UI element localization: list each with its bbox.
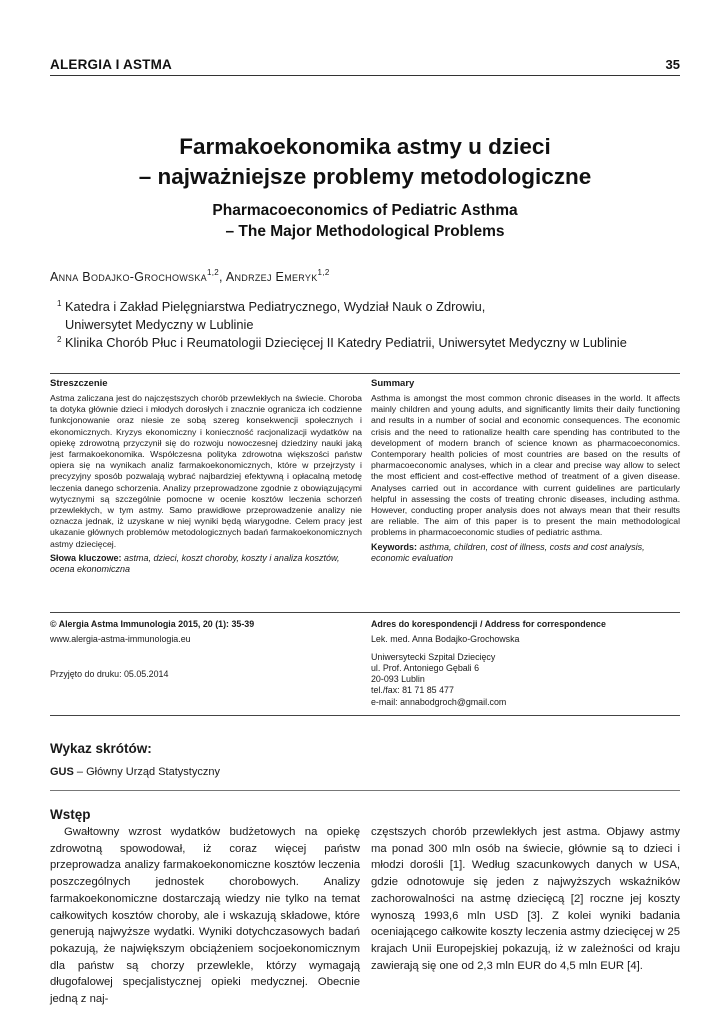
abstract-polish xyxy=(50,378,362,576)
affiliation-item xyxy=(57,298,687,334)
title-polish-line2: – najważniejsze problemy metodologiczne xyxy=(138,164,592,189)
citation-block xyxy=(50,619,362,680)
title-english-line1: Pharmacoeconomics of Pediatric Asthma xyxy=(212,202,518,219)
correspondence-phone: tel./fax: 81 71 85 477 xyxy=(371,685,454,696)
keywords-english-label: Keywords: xyxy=(371,541,418,552)
correspondence-institution: Uniwersytecki Szpital Dziecięcy xyxy=(371,651,496,662)
abbreviations-divider xyxy=(50,715,680,716)
keywords-polish xyxy=(50,553,362,576)
affiliation-text: Uniwersytet Medyczny w Lublinie xyxy=(65,317,254,332)
abstract-top-divider xyxy=(50,373,680,374)
affiliation-number: 1 xyxy=(57,299,62,308)
accepted-date: Przyjęto do druku: 05.05.2014 xyxy=(50,668,169,679)
abstract-english-heading: Summary xyxy=(371,378,415,389)
intro-divider xyxy=(50,790,680,791)
affiliation-number: 2 xyxy=(57,335,62,344)
affiliation-item xyxy=(57,334,687,352)
author-list xyxy=(50,268,330,284)
title-english xyxy=(50,200,680,242)
abstract-english xyxy=(371,378,680,565)
intro-text-left: Gwałtowny wzrost wydatków budżetowych na opiekę zdrowotną spowodował, iż coraz więcej państw przeprowadza analizy farmakoekonomiczne kosztów leczenia poszczególnych jednostek chorobowych. Analizy farmakoekonomiczne dostarczają wiedzy nie tylko na temat całkowitych kosztów choroby, ale i wskazują składowe, które generują najwyższe wydatki. Wyniki dotychczasowych badań pokazują, że największym obciążeniem socjoekonomicznym dla państw są chorzy przewlekle, którzy wymagają długofalowej specjalistycznej opieki medycznej. Obecnie jedną z naj- xyxy=(50,826,360,1006)
abbreviations-heading: Wykaz skrótów: xyxy=(50,741,152,756)
running-header xyxy=(50,57,680,75)
title-polish xyxy=(50,132,680,192)
author-separator: , xyxy=(218,270,226,284)
abbreviation-item xyxy=(50,766,220,778)
citation-divider xyxy=(50,612,680,613)
correspondence-block xyxy=(371,619,680,708)
intro-text-right: częstszych chorób przewlekłych jest astma. Objawy astmy ma ponad 300 mln osób na świecie, głównie są to dzieci i młodzi dorośli [1]. Według szacunkowych danych w USA, gdzie odnotowuje się jeden z najwyższych wskaźników zachorowalności na astmę dziecięcą [2] roczne jej koszty wynoszą 1993,6 mln USD [3]. Z kolei wyniki badania oceniającego całkowite koszty leczenia astmy dziecięcej w 25 krajach Unii Europejskiej pokazują, iż w zależności od kraju zawierają się one od 2,3 mln EUR do 4,5 mln EUR [4]. xyxy=(371,826,680,972)
abstract-english-text: Asthma is amongst the most common chronic diseases in the world. It affects mainly children and young adults, and significantly limits their daily functioning and results in a number of social and economic consequences. The economic crisis and the need to rationalize health care spending has contributed to the development of modern branch of science known as pharmacoeconomics. Contemporary health policies of most countries are based on the results of pharmacoeconomic analyses, which in a clear and precise way allow to select the most efficient and cost-effective method of treatment of a given disease. Analyses carried out in accordance with current guidelines are particularly helpful in assessing the costs of treating chronic diseases, including asthma. However, conducting proper analysis does not always mean that their results are reliable. The aim of this paper is to present the main methodological problems in pharmacoeconomic studies of pediatric asthma. xyxy=(371,393,680,538)
author-name: Andrzej Emeryk xyxy=(225,270,318,284)
keywords-english xyxy=(371,542,680,565)
keywords-polish-label: Słowa kluczowe: xyxy=(50,552,122,563)
keywords-english-list: asthma, children, cost of illness, costs and cost analysis, economic evaluation xyxy=(371,541,645,564)
keywords-polish-list: astma, dzieci, koszt choroby, koszty i analiza kosztów, ocena ekonomiczna xyxy=(50,552,340,575)
correspondence-heading: Adres do korespondencji / Address for correspondence xyxy=(371,619,606,629)
author-affiliation-mark: 1,2 xyxy=(206,268,219,277)
affiliation-list xyxy=(57,298,687,352)
author-affiliation-mark: 1,2 xyxy=(317,268,330,277)
author-name: Anna Bodajko-Grochowska xyxy=(50,270,207,284)
abstract-polish-text: Astma zaliczana jest do najczęstszych chorób przewlekłych na świecie. Choroba ta dotyka głównie dzieci i młodych dorosłych i znacznie ogranicza ich codzienne funkcjonowanie oraz niesie ze sobą szereg konsekwencji społecznych i ekonomicznych. Kryzys ekonomiczny i konieczność racjonalizacji wydatków na opiekę zdrowotną przyczynił się do rozwoju nowoczesnej dziedziny nauki jaką jest farmakoekonomika. Współczesna polityka zdrowotna większości państw opiera się na wynikach analiz farmakoekonomicznych, które w przejrzysty i precyzyjny sposób pozwalają wybrać najbardziej efektywną i opłacalną metodę leczenia danego schorzenia. Analizy przeprowadzone zgodnie z obowiązującymi wytycznymi są szczególnie pomocne w ocenie kosztów leczenia schorzeń przewlekłych, w tym astmy. Samo prawidłowe przeprowadzenie analizy nie oznacza jednak, iż uzyskane w niej wyniki będą wiarygodne. Celem pracy jest ukazanie głównych problemów metodologicznych badań farmakoekonomicznych astmy dziecięcej. xyxy=(50,393,362,549)
affiliation-text: Katedra i Zakład Pielęgniarstwa Pediatrycznego, Wydział Nauk o Zdrowiu, xyxy=(65,299,486,314)
affiliation-text: Klinika Chorób Płuc i Reumatologii Dziecięcej II Katedry Pediatrii, Uniwersytet Medyczny w Lublinie xyxy=(65,335,627,350)
journal-section-name: ALERGIA I ASTMA xyxy=(50,57,172,72)
title-polish-line1: Farmakoekonomika astmy u dzieci xyxy=(179,134,551,159)
abstract-polish-heading: Streszczenie xyxy=(50,378,108,389)
abbreviation-term: GUS xyxy=(50,766,74,778)
journal-website[interactable]: www.alergia-astma-immunologia.eu xyxy=(50,634,191,645)
abbreviation-definition: – Główny Urząd Statystyczny xyxy=(73,766,220,778)
copyright-line: © Alergia Astma Immunologia 2015, 20 (1): 35-39 xyxy=(50,619,255,629)
header-divider xyxy=(50,75,680,76)
title-english-line2: – The Major Methodological Problems xyxy=(225,223,505,240)
page-number: 35 xyxy=(665,57,680,72)
correspondence-name: Lek. med. Anna Bodajko-Grochowska xyxy=(371,634,520,645)
correspondence-email[interactable]: e-mail: annabodgroch@gmail.com xyxy=(371,696,507,707)
intro-heading: Wstęp xyxy=(50,807,91,822)
correspondence-city: 20-093 Lublin xyxy=(371,674,425,685)
correspondence-street: ul. Prof. Antoniego Gębali 6 xyxy=(371,662,480,673)
